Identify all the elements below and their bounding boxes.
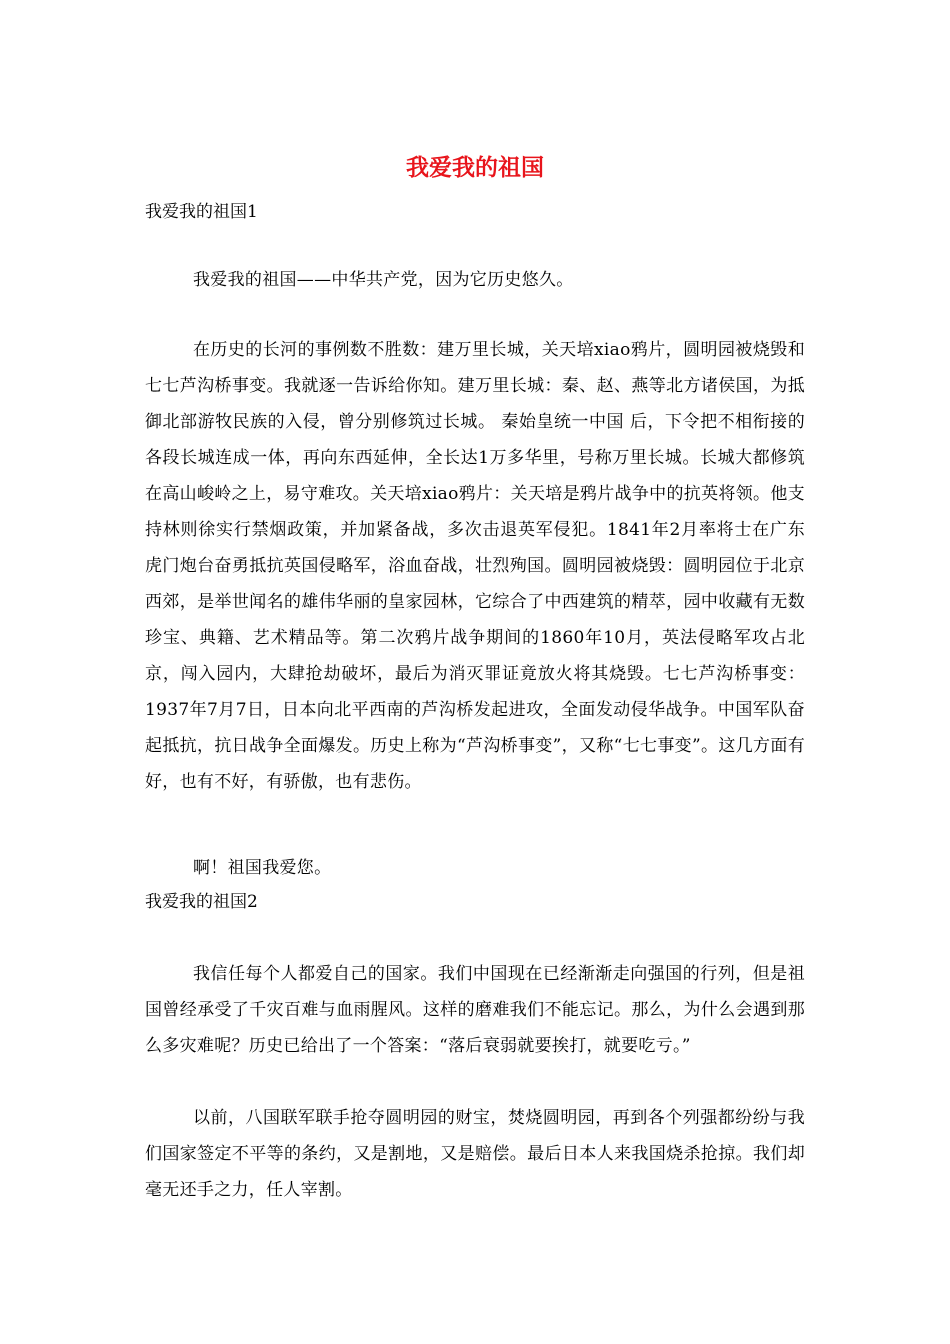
- paragraph: 以前，八国联军联手抢夺圆明园的财宝，焚烧圆明园，再到各个列强都纷纷与我们国家签定不平等的条约，又是割地，又是赔偿。最后日本人来我国烧杀抢掠。我们却毫无还手之力，任人宰割。: [145, 1108, 805, 1200]
- paragraph: 啊！祖国我爱您。: [193, 858, 332, 878]
- document-title: 我爱我的祖国: [406, 154, 544, 181]
- paragraph: 我信任每个人都爱自己的国家。我们中国现在已经渐渐走向强国的行列，但是祖国曾经承受了千灾百难与血雨腥风。这样的磨难我们不能忘记。那么，为什么会遇到那么多灾难呢？历史已给出了一个答案：“落后衰弱就要挨打，就要吃亏。”: [145, 964, 805, 1056]
- paragraph: 在历史的长河的事例数不胜数：建万里长城，关天培xiao鸦片，圆明园被烧毁和七七芦沟桥事变。我就逐一告诉给你知。建万里长城：秦、赵、燕等北方诸侯国，为抵御北部游牧民族的入侵，曾分别修筑过长城。 秦始皇统一中国 后，下令把不相衔接的各段长城连成一体，再向东西延伸，全长达1万多华里，号称万里长城。长城大都修筑在高山峻岭之上，易守难攻。关天培xiao鸦片：关天培是鸦片战争中的抗英将领。他支持林则徐实行禁烟政策，并加紧备战，多次击退英军侵犯。1841年2月率将士在广东虎门炮台奋勇抵抗英国侵略军，浴血奋战，壮烈殉国。圆明园被烧毁：圆明园位于北京西郊，是举世闻名的雄伟华丽的皇家园林，它综合了中西建筑的精萃，园中收藏有无数珍宝、典籍、艺术精品等。第二次鸦片战争期间的1860年10月，英法侵略军攻占北京，闯入园内，大肆抢劫破坏，最后为消灭罪证竟放火将其烧毁。七七芦沟桥事变：1937年7月7日，日本向北平西南的芦沟桥发起进攻，全面发动侵华战争。中国军队奋起抵抗，抗日战争全面爆发。历史上称为“芦沟桥事变”，又称“七七事变”。这几方面有好，也有不好，有骄傲，也有悲伤。: [145, 340, 805, 792]
- section-heading-1: 我爱我的祖国1: [145, 202, 258, 222]
- section-heading-2: 我爱我的祖国2: [145, 892, 258, 912]
- paragraph: 我爱我的祖国——中华共产党，因为它历史悠久。: [193, 270, 574, 290]
